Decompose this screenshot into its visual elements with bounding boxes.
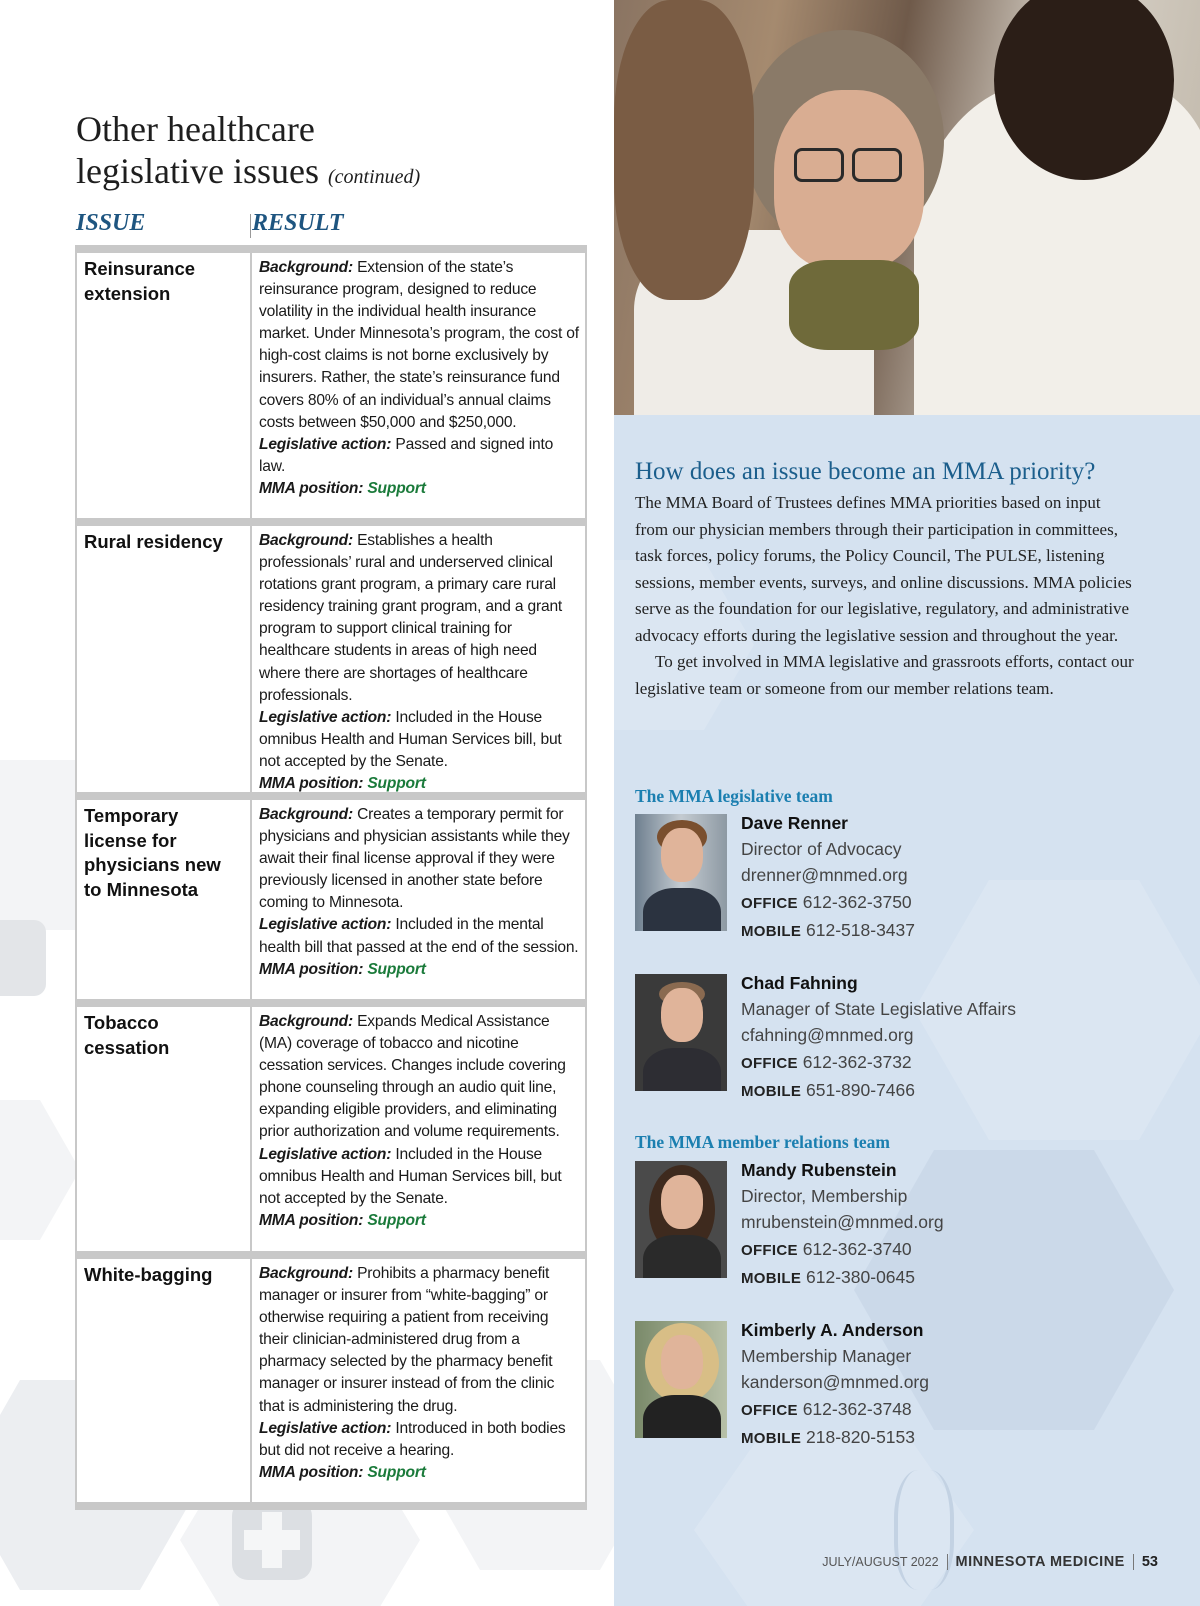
background-text: Expands Medical Assistance (MA) coverage of tobacco and nicotine cessation services. Changes include covering phone counseling through an audio quit line, expanding eligible providers, and eliminating prior authorization and volume requirements.	[259, 1013, 566, 1141]
legislative-action-text: Passed and signed into law.	[259, 435, 554, 475]
issue-name: Tobacco cessation	[77, 1007, 252, 1251]
avatar	[635, 974, 727, 1091]
mma-position-label: MMA position:	[259, 1211, 364, 1229]
issue-name: Temporary license for physicians new to Minnesota	[77, 800, 252, 999]
contact-name: Kimberly A. Anderson	[741, 1320, 924, 1340]
nurse-icon	[0, 920, 46, 996]
dna-icon	[894, 1470, 954, 1590]
contact-email[interactable]: mrubenstein@mnmed.org	[741, 1212, 944, 1233]
office-label: OFFICE	[741, 894, 798, 912]
mma-position-label: MMA position:	[259, 960, 364, 978]
page-footer	[822, 1554, 1158, 1570]
mobile-label: MOBILE	[741, 1082, 802, 1100]
legislative-action-label: Legislative action:	[259, 1419, 392, 1437]
office-phone[interactable]: 612-362-3740	[802, 1238, 912, 1259]
legislative-action-label: Legislative action:	[259, 1145, 392, 1163]
sidebar-title: How does an issue become an MMA priority?	[635, 458, 1096, 485]
office-label: OFFICE	[741, 1054, 798, 1072]
contact-role: Director, Membership	[741, 1186, 908, 1207]
issue-name: White-bagging	[77, 1259, 252, 1502]
issue-date: JULY/AUGUST 2022	[822, 1555, 939, 1569]
mma-position-value: Support	[367, 479, 426, 497]
sidebar-body	[635, 490, 1135, 702]
table-row	[75, 800, 587, 1007]
background-label: Background:	[259, 532, 353, 549]
legislative-action-text: Included in the House omnibus Health and Human Services bill, but not accepted by the Senate.	[259, 1145, 562, 1207]
title-continued: (continued)	[327, 166, 421, 188]
sidebar-paragraph: The MMA Board of Trustees defines MMA priorities based on input from our physician members through their participation in committees, task forces, policy forums, the Policy Council, The PULSE, listening sessions, member events, surveys, and online discussions. MMA policies serve as the foundation for our legislative, regulatory, and administrative advocacy efforts during the legislative session and throughout the year.	[635, 493, 1132, 645]
background-label: Background:	[259, 1265, 353, 1282]
page-number: 53	[1141, 1554, 1158, 1570]
issue-name: Rural residency	[77, 526, 252, 792]
mobile-phone[interactable]: 218-820-5153	[806, 1426, 915, 1447]
issue-result	[252, 253, 585, 518]
mma-position-value: Support	[367, 960, 426, 978]
sidebar-paragraph: To get involved in MMA legislative and grassroots efforts, contact our legislative team or someone from our member relations team.	[635, 652, 1134, 698]
legislative-action-text: Introduced in both bodies but did not receive a hearing.	[259, 1419, 566, 1459]
contact-role: Director of Advocacy	[741, 839, 902, 860]
contact-role: Membership Manager	[741, 1346, 912, 1367]
avatar	[635, 1321, 727, 1438]
mobile-label: MOBILE	[741, 922, 802, 940]
contact-name: Chad Fahning	[741, 973, 858, 993]
contact-email[interactable]: kanderson@mnmed.org	[741, 1372, 929, 1393]
legislative-action-text: Included in the mental health bill that passed at the end of the session.	[259, 916, 579, 956]
sidebar-panel	[614, 0, 1200, 1606]
mobile-phone[interactable]: 612-380-0645	[806, 1266, 915, 1287]
background-label: Background:	[259, 806, 353, 823]
office-label: OFFICE	[741, 1401, 798, 1419]
office-phone[interactable]: 612-362-3748	[802, 1398, 912, 1419]
legislative-team-heading: The MMA legislative team	[635, 786, 833, 806]
member-team-heading: The MMA member relations team	[635, 1132, 890, 1152]
table-row	[75, 1007, 587, 1259]
doctors-photo	[614, 0, 1200, 415]
avatar	[635, 814, 727, 931]
title-line-2: legislative issues	[76, 151, 319, 191]
mobile-phone[interactable]: 651-890-7466	[806, 1079, 915, 1100]
mobile-phone[interactable]: 612-518-3437	[806, 919, 915, 940]
issue-result	[252, 800, 585, 999]
title-line-1: Other healthcare	[76, 109, 315, 149]
legislative-action-text: Included in the House omnibus Health and Human Services bill, but not accepted by the Senate.	[259, 708, 562, 770]
mma-position-value: Support	[367, 775, 426, 793]
issue-name: Reinsurance extension	[77, 253, 252, 518]
background-text: Creates a temporary permit for physicians and physician assistants while they await their final license approval if they were previously licensed in another state before coming to Minnesota.	[259, 806, 570, 912]
contact-card	[635, 810, 1175, 940]
contact-role: Manager of State Legislative Affairs	[741, 999, 1016, 1020]
legislative-action-label: Legislative action:	[259, 708, 392, 726]
office-label: OFFICE	[741, 1241, 798, 1259]
background-text: Establishes a health professionals’ rural and underserved clinical rotations grant program, a primary care rural residency training grant program, and a grant program to support clinical training for healthcare students in areas of high need where there are shortages of healthcare professionals.	[259, 532, 563, 704]
column-header-divider	[250, 214, 251, 238]
background-text: Extension of the state’s reinsurance program, designed to reduce volatility in the individual health insurance market. Under Minnesota’s program, the cost of high-cost claims is not borne exclusively by insurers. Rather, the state’s reinsurance fund covers 80% of an individual’s annual claims costs between $50,000 and $250,000.	[259, 259, 579, 431]
contact-card	[635, 970, 1175, 1100]
office-phone[interactable]: 612-362-3732	[802, 1051, 912, 1072]
mma-position-value: Support	[367, 1211, 426, 1229]
issue-result	[252, 1259, 585, 1502]
mma-position-label: MMA position:	[259, 479, 364, 497]
mma-position-value: Support	[367, 1463, 426, 1481]
background-label: Background:	[259, 1013, 353, 1030]
mobile-label: MOBILE	[741, 1269, 802, 1287]
mma-position-label: MMA position:	[259, 775, 364, 793]
avatar	[635, 1161, 727, 1278]
contact-email[interactable]: drenner@mnmed.org	[741, 865, 908, 886]
issue-result	[252, 526, 585, 792]
footer-divider	[947, 1554, 948, 1570]
footer-divider	[1133, 1554, 1134, 1570]
background-text: Prohibits a pharmacy benefit manager or insurer from “white-bagging” or otherwise requiring a patient from receiving their clinician-administered drug from a pharmacy selected by the pharmacy benefit manager or insurer instead of from the clinic that is administering the drug.	[259, 1265, 555, 1415]
mobile-label: MOBILE	[741, 1429, 802, 1447]
contact-name: Dave Renner	[741, 813, 848, 833]
table-row	[75, 1259, 587, 1510]
legislative-action-label: Legislative action:	[259, 916, 392, 934]
contact-card	[635, 1317, 1175, 1447]
table-row	[75, 253, 587, 526]
column-header-issue: ISSUE	[76, 210, 146, 236]
table-row	[75, 526, 587, 800]
issue-result	[252, 1007, 585, 1251]
medical-cross-icon	[232, 1500, 312, 1580]
background-label: Background:	[259, 259, 353, 276]
office-phone[interactable]: 612-362-3750	[802, 891, 912, 912]
column-header-result: RESULT	[252, 210, 344, 236]
page-title	[76, 108, 420, 198]
issues-table	[75, 245, 587, 1510]
mma-position-label: MMA position:	[259, 1463, 364, 1481]
contact-card	[635, 1157, 1175, 1287]
contact-name: Mandy Rubenstein	[741, 1160, 897, 1180]
magazine-name: MINNESOTA MEDICINE	[955, 1554, 1125, 1570]
legislative-action-label: Legislative action:	[259, 435, 392, 453]
contact-email[interactable]: cfahning@mnmed.org	[741, 1025, 914, 1046]
